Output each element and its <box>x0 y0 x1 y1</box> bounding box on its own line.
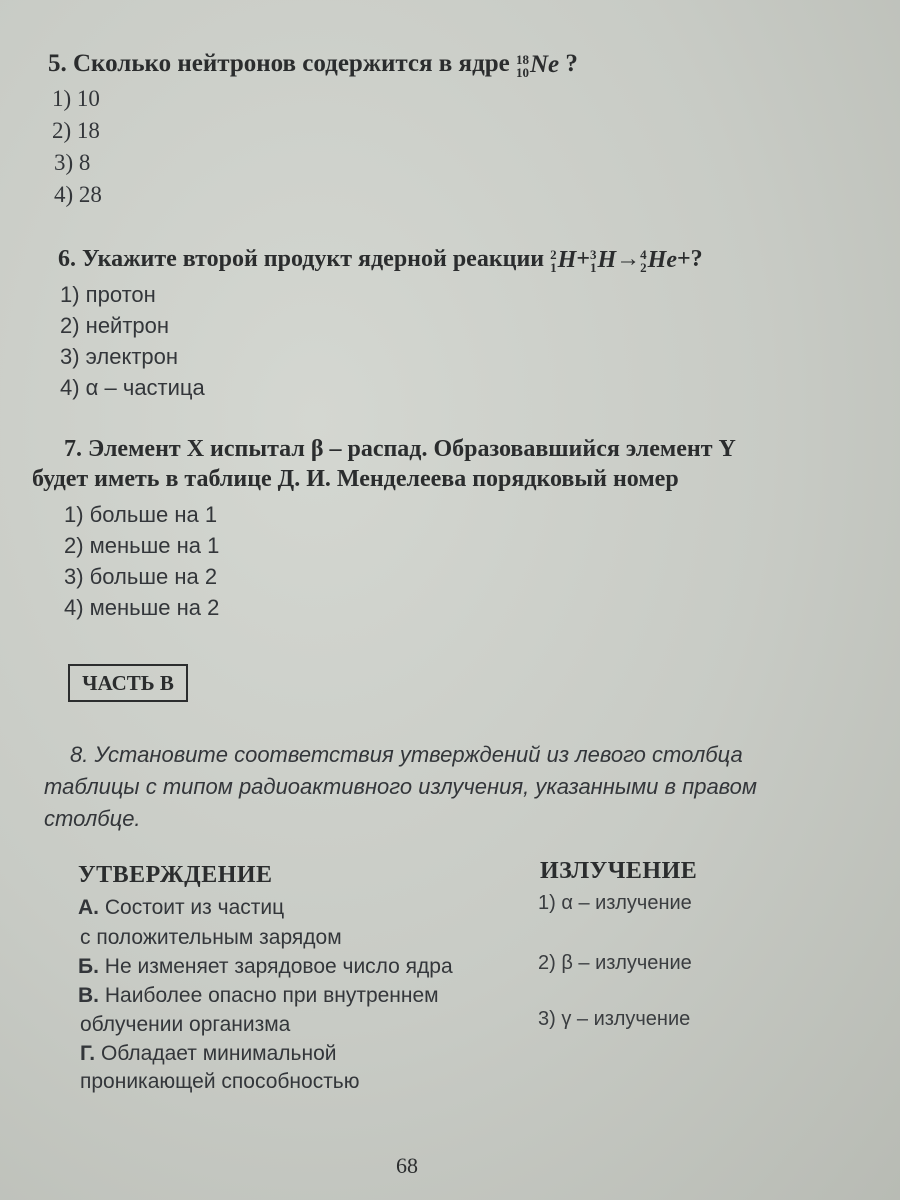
q5-option-4: 4) 28 <box>54 182 102 207</box>
statement-g <box>80 1042 337 1066</box>
statement-b-letter: Б. <box>78 955 99 978</box>
radiation-alpha: 1) α – излучение <box>538 892 692 914</box>
q7-option-4: 4) меньше на 2 <box>64 595 220 620</box>
statement-g-line-1: Обладает минимальной <box>100 1042 337 1065</box>
question-5-title <box>48 50 578 79</box>
q6-option-1: 1) протон <box>60 282 156 307</box>
radiation-gamma: 3) γ – излучение <box>538 1008 691 1030</box>
question-6-title <box>58 246 703 274</box>
reactant-tritium <box>590 247 616 274</box>
part-b-heading: ЧАСТЬ В <box>68 664 188 702</box>
statement-b-line-1: Не изменяет зарядовое число ядра <box>104 955 453 978</box>
nuclide-charge: 10 <box>515 65 529 81</box>
reactant-b-charge: 1 <box>590 260 597 276</box>
q5-option-3: 3) 8 <box>54 150 91 175</box>
statement-column-header: УТВЕРЖДЕНИЕ <box>78 862 273 888</box>
reactant-a-symbol: H <box>557 246 577 273</box>
statement-g-cont: проникающей способностью <box>80 1070 360 1093</box>
reactant-b-symbol: H <box>597 246 617 273</box>
q5-option-2: 2) 18 <box>52 118 100 143</box>
q6-option-2: 2) нейтрон <box>60 313 170 338</box>
q7-option-1: 1) больше на 1 <box>64 502 218 527</box>
question-5-end: ? <box>565 50 578 77</box>
nuclide-neon <box>516 51 559 79</box>
nuclide-mass: 18 <box>515 52 529 68</box>
radiation-column-header: ИЗЛУЧЕНИЕ <box>540 858 698 884</box>
q6-option-4: 4) α – частица <box>60 375 205 400</box>
q7-option-3: 3) больше на 2 <box>64 564 218 589</box>
reactant-deuterium <box>550 247 576 274</box>
statement-a-cont: с положительным зарядом <box>80 926 342 949</box>
reactant-a-mass: 2 <box>550 247 557 263</box>
question-6-text: 6. Укажите второй продукт ядерной реакции <box>58 246 545 272</box>
product-charge: 2 <box>640 260 647 276</box>
question-8-line-3: столбце. <box>44 806 141 831</box>
statement-v-letter: В. <box>78 984 99 1007</box>
statement-v <box>78 984 439 1008</box>
question-8-line-1: 8. Установите соответствия утверждений из левого столбца <box>70 742 743 767</box>
reaction-tail: +? <box>677 246 703 272</box>
product-mass: 4 <box>640 247 647 263</box>
q7-option-2: 2) меньше на 1 <box>64 533 220 558</box>
statement-g-letter: Г. <box>80 1042 96 1065</box>
statement-v-line-1: Наиболее опасно при внутреннем <box>104 984 439 1007</box>
nuclide-symbol: Ne <box>529 51 560 79</box>
arrow-sign: → <box>616 246 641 272</box>
question-5-text: 5. Сколько нейтронов содержится в ядре <box>48 50 510 77</box>
page-number: 68 <box>396 1153 418 1178</box>
product-symbol: He <box>647 246 677 273</box>
statement-b <box>78 955 453 979</box>
reactant-a-charge: 1 <box>550 260 557 276</box>
statement-v-cont: облучении организма <box>80 1013 291 1036</box>
statement-a <box>78 896 284 920</box>
plus-sign: + <box>576 246 590 272</box>
reactant-b-mass: 3 <box>590 247 597 263</box>
question-8-line-2: таблицы с типом радиоактивного излучения, указанными в правом <box>44 774 758 799</box>
statement-a-letter: А. <box>78 896 99 919</box>
q5-option-1: 1) 10 <box>52 86 100 111</box>
product-helium <box>640 247 677 274</box>
question-7-line-1: 7. Элемент X испытал β – распад. Образовавшийся элемент Y <box>64 436 736 462</box>
radiation-beta: 2) β – излучение <box>538 952 692 974</box>
statement-a-line-1: Состоит из частиц <box>104 896 285 919</box>
question-7-line-2: будет иметь в таблице Д. И. Менделеева порядковый номер <box>32 466 679 492</box>
q6-option-3: 3) электрон <box>60 344 179 369</box>
